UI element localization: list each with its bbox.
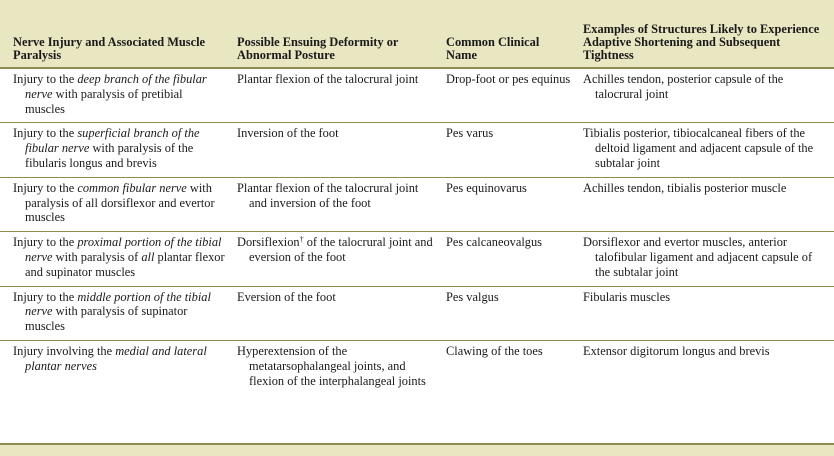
cell-nerve-injury: Injury to the common fibular nerve with paralysis of all dorsiflexor and evertor muscles (0, 177, 229, 231)
cell-deformity: Eversion of the foot (229, 286, 438, 340)
cell-clinical-name: Pes varus (438, 123, 575, 177)
table-header (0, 0, 834, 68)
cell-clinical-name: Pes calcaneovalgus (438, 232, 575, 286)
table-body (0, 68, 834, 394)
table-row (0, 232, 834, 286)
table-row (0, 286, 834, 340)
cell-clinical-name: Pes valgus (438, 286, 575, 340)
header-structures: Examples of Structures Likely to Experience Adaptive Shortening and Subsequent Tightness (575, 0, 834, 68)
header-row (0, 0, 834, 68)
cell-deformity: Inversion of the foot (229, 123, 438, 177)
table-row (0, 68, 834, 123)
cell-structures: Tibialis posterior, tibiocalcaneal fibers of the deltoid ligament and adjacent capsule of the subtalar joint (575, 123, 834, 177)
cell-deformity: Dorsiflexion† of the talocrural joint and eversion of the foot (229, 232, 438, 286)
table-row (0, 177, 834, 231)
cell-structures: Achilles tendon, tibialis posterior muscle (575, 177, 834, 231)
cell-deformity: Hyperextension of the metatarsophalangeal joints, and flexion of the interphalangeal joints (237, 343, 426, 388)
header-nerve-injury: Nerve Injury and Associated Muscle Paralysis (0, 0, 229, 68)
table-bottom-band (0, 443, 834, 456)
cell-nerve-injury: Injury to the middle portion of the tibial nerve with paralysis of supinator muscles (0, 286, 229, 340)
cell-clinical-name: Clawing of the toes (446, 343, 543, 358)
cell-nerve-injury: Injury to the superficial branch of the fibular nerve with paralysis of the fibularis longus and brevis (0, 123, 229, 177)
table-row (0, 340, 834, 394)
cell-deformity: Plantar flexion of the talocrural joint (229, 68, 438, 123)
table-row (0, 123, 834, 177)
cell-nerve-injury: Injury to the deep branch of the fibular nerve with paralysis of pretibial muscles (0, 68, 229, 123)
header-clinical-name: Common Clinical Name (438, 0, 575, 68)
cell-nerve-injury: Injury involving the medial and lateral plantar nerves (13, 343, 207, 373)
cell-deformity: Plantar flexion of the talocrural joint and inversion of the foot (229, 177, 438, 231)
cell-structures: Extensor digitorum longus and brevis (583, 343, 770, 358)
cell-clinical-name: Drop-foot or pes equinus (438, 68, 575, 123)
cell-structures: Achilles tendon, posterior capsule of the talocrural joint (575, 68, 834, 123)
header-deformity: Possible Ensuing Deformity or Abnormal Posture (229, 0, 438, 68)
cell-nerve-injury: Injury to the proximal portion of the tibial nerve with paralysis of all plantar flexor and supinator muscles (0, 232, 229, 286)
cell-clinical-name: Pes equinovarus (438, 177, 575, 231)
cell-structures: Dorsiflexor and evertor muscles, anterior talofibular ligament and adjacent capsule of the subtalar joint (575, 232, 834, 286)
cell-structures: Fibularis muscles (575, 286, 834, 340)
dagger-footnote-mark: † (299, 235, 304, 245)
